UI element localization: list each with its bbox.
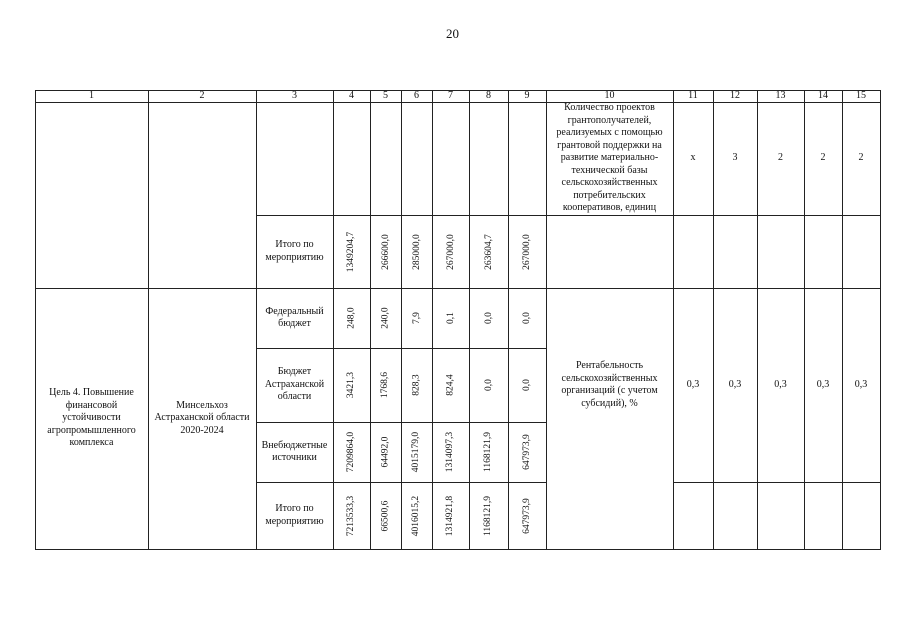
funding-value-col-9-text: 0,0	[522, 312, 532, 324]
goal-executor: Минсельхоз Астраханской области 2020-2024	[154, 399, 250, 436]
funding-value-col-7-text: 0,1	[445, 312, 456, 324]
column-header-15: 15	[856, 89, 866, 101]
column-rule	[148, 90, 149, 550]
column-rule	[35, 90, 36, 550]
funding-value-col-8	[469, 288, 508, 348]
funding-source-label: Итого по мероприятию	[265, 503, 324, 527]
funding-value-col-5	[370, 482, 401, 549]
funding-value-col-4	[333, 422, 370, 482]
column-rule	[880, 90, 881, 550]
column-header-7: 7	[448, 89, 453, 101]
column-header-8: 8	[486, 89, 491, 101]
indicator-cell: Количество проектов грантополучателей, реализуемых с помощью грантовой поддержки на развитие материально-технической базы сельскохозяйственных потребительских кооперативов, единиц	[556, 102, 663, 214]
funding-value-col-6	[401, 348, 432, 422]
column-header-3: 3	[292, 89, 297, 101]
indicator-value-11: х	[690, 152, 696, 164]
funding-value-col-4-text: 248,0	[346, 307, 357, 329]
funding-value-col-9-text: 647973,9	[522, 434, 532, 470]
column-header-14: 14	[818, 89, 828, 101]
goal-indicator-value-13: 0,3	[774, 378, 787, 390]
funding-value-col-8-text: 1168121,9	[483, 431, 494, 473]
funding-value-col-8-text: 1168121,9	[483, 495, 494, 536]
row-rule	[673, 482, 880, 483]
funding-value-col-6-text: 4016015,2	[411, 495, 422, 536]
funding-value-col-4	[333, 482, 370, 549]
table-bottom-border	[35, 549, 880, 550]
funding-value-col-9	[508, 482, 546, 549]
column-header-1: 1	[89, 89, 94, 101]
page-number: 20	[446, 26, 459, 41]
funding-value-col-8	[469, 348, 508, 422]
column-header-10: 10	[604, 89, 615, 101]
funding-value-col-7	[432, 422, 469, 482]
funding-value-col-4-text: 7213533,3	[346, 495, 357, 536]
funding-value-col-6	[401, 288, 432, 348]
funding-value-col-7	[432, 288, 469, 348]
goal-indicator-value-15: 0,3	[854, 378, 868, 390]
total-value-col-5-text: 266600,0	[380, 233, 391, 270]
funding-value-col-7-text: 824,4	[445, 374, 456, 396]
total-value-col-9	[508, 215, 546, 288]
column-header-5: 5	[383, 89, 388, 101]
total-value-col-4	[333, 215, 370, 288]
column-header-11: 11	[688, 89, 698, 101]
funding-value-col-5-text: 1768,6	[380, 371, 391, 399]
funding-value-col-6-text: 4015179,0	[411, 431, 422, 473]
total-value-col-4-text: 1349204,7	[346, 231, 357, 272]
indicator-value-12: 3	[732, 152, 738, 164]
column-rule	[256, 90, 257, 550]
funding-value-col-6-text: 7,9	[411, 312, 422, 324]
funding-value-col-5	[370, 422, 401, 482]
funding-source-label: Внебюджетные источники	[261, 439, 328, 463]
funding-value-col-7	[432, 482, 469, 549]
funding-value-col-8	[469, 422, 508, 482]
goal-indicator-value-11: 0,3	[686, 378, 700, 390]
funding-value-col-4-text: 3421,3	[346, 371, 357, 399]
funding-value-col-8-text: 0,0	[483, 379, 494, 391]
column-header-13: 13	[775, 89, 786, 101]
total-value-col-7-text: 267000,0	[445, 233, 456, 270]
funding-value-col-4	[333, 288, 370, 348]
column-header-4: 4	[349, 89, 354, 101]
funding-value-col-7-text: 1314921,8	[445, 495, 456, 536]
funding-value-col-4	[333, 348, 370, 422]
funding-value-col-9	[508, 422, 546, 482]
funding-value-col-7	[432, 348, 469, 422]
funding-value-col-6	[401, 422, 432, 482]
funding-value-col-6-text: 828,3	[411, 374, 422, 396]
column-header-9: 9	[524, 89, 530, 101]
funding-value-col-5	[370, 348, 401, 422]
funding-value-col-4-text: 7209864,0	[346, 431, 357, 473]
column-rule	[546, 90, 547, 550]
funding-source-label: Бюджет Астраханской области	[264, 366, 325, 403]
funding-value-col-5-text: 240,0	[380, 307, 391, 329]
funding-value-col-7-text: 1314097,3	[445, 431, 456, 473]
total-value-col-8	[469, 215, 508, 288]
goal-indicator: Рентабельность сельскохозяйственных организаций (с учетом субсидий), %	[561, 360, 658, 409]
column-header-12: 12	[730, 89, 740, 101]
total-value-col-6-text: 285000,0	[411, 233, 422, 270]
total-value-col-9-text: 267000,0	[522, 233, 532, 270]
goal-indicator-value-14: 0,3	[816, 378, 830, 390]
indicator-value-15: 2	[858, 152, 864, 164]
funding-source-label: Федеральный бюджет	[265, 305, 324, 329]
funding-value-col-5-text: 64492,0	[380, 436, 391, 468]
total-value-col-7	[432, 215, 469, 288]
column-header-2: 2	[199, 89, 205, 101]
total-label: Итого по мероприятию	[265, 239, 324, 263]
funding-value-col-8-text: 0,0	[483, 312, 494, 324]
column-header-6: 6	[414, 89, 419, 101]
indicator-value-14: 2	[820, 152, 826, 164]
funding-value-col-9-text: 647973,9	[522, 497, 532, 534]
total-value-col-6	[401, 215, 432, 288]
funding-value-col-9-text: 0,0	[522, 379, 532, 391]
funding-value-col-5	[370, 288, 401, 348]
total-value-col-5	[370, 215, 401, 288]
total-value-col-8-text: 263604,7	[483, 233, 494, 270]
funding-value-col-8	[469, 482, 508, 549]
goal-title: Цель 4. Повышение финансовой устойчивости агропромышленного комплекса	[47, 387, 136, 449]
indicator-value-13: 2	[778, 152, 783, 164]
funding-value-col-6	[401, 482, 432, 549]
funding-value-col-5-text: 66500,6	[380, 500, 391, 531]
goal-indicator-value-12: 0,3	[728, 378, 742, 390]
funding-value-col-9	[508, 288, 546, 348]
funding-value-col-9	[508, 348, 546, 422]
